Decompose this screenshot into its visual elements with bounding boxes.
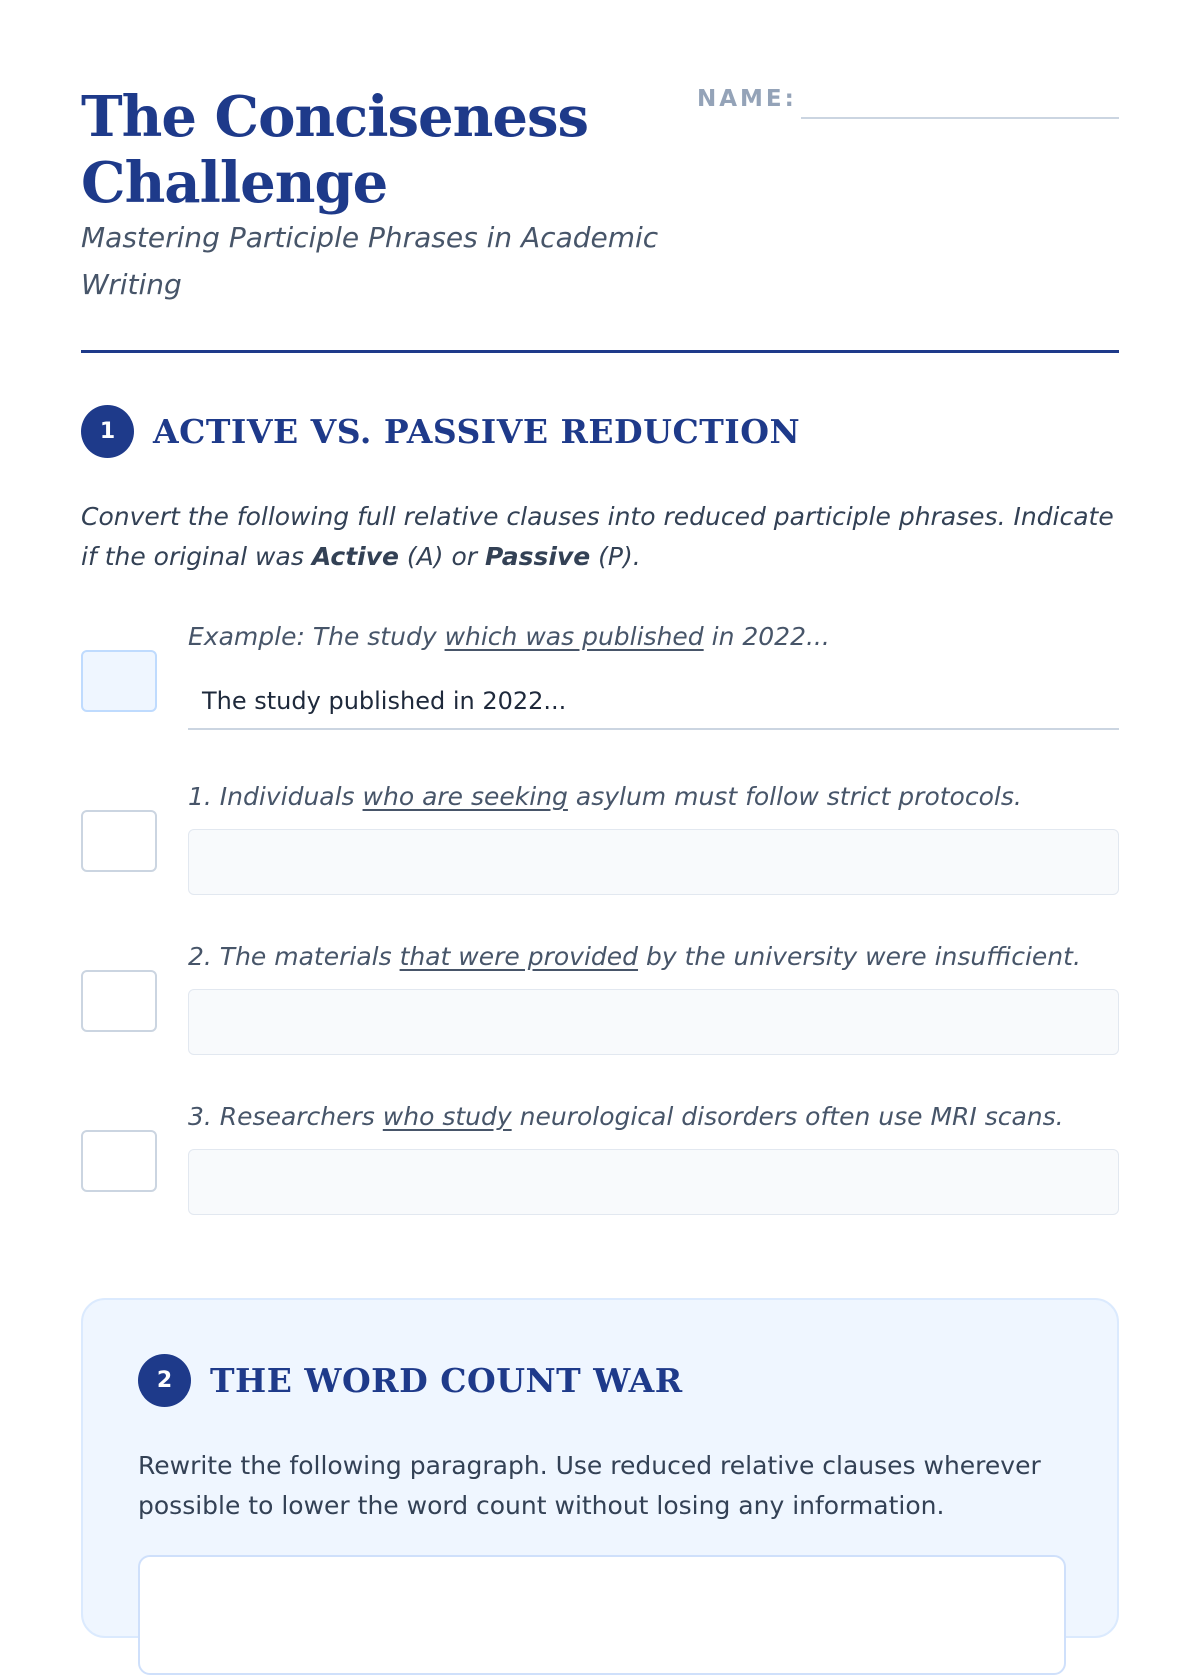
exercise-item-1 [81, 782, 1119, 912]
section-1-number-badge: 1 [81, 405, 134, 458]
instructions-passive-word: Passive [485, 542, 591, 571]
item-3-ap-box[interactable] [81, 1130, 157, 1192]
example-prompt [188, 622, 830, 652]
item-1-prompt-post: asylum must follow strict protocols. [567, 782, 1022, 811]
example-prompt-post: in 2022... [703, 622, 830, 651]
section-1-heading [81, 405, 800, 458]
page-title-line2: Challenge [81, 150, 388, 216]
example-ap-box [81, 650, 157, 712]
example-prompt-clause: which was published [444, 622, 704, 651]
page-subtitle: Mastering Participle Phrases in Academic Writing [81, 221, 659, 301]
item-2-prompt [188, 942, 1081, 972]
section-2-card [81, 1298, 1119, 1638]
page-title-line1: The Conciseness [81, 84, 589, 150]
item-3-prompt-post: neurological disorders often use MRI scans. [511, 1102, 1064, 1131]
item-2-answer-input[interactable] [188, 989, 1119, 1055]
item-2-ap-box[interactable] [81, 970, 157, 1032]
instructions-part-c: (P). [590, 542, 641, 571]
item-2-prompt-pre: 2. The materials [188, 942, 400, 971]
section-2-instructions: Rewrite the following paragraph. Use reduced relative clauses wherever possible to lower the word count without losing any information. [138, 1451, 1041, 1520]
example-item [81, 622, 1119, 752]
instructions-part-b: (A) or [398, 542, 486, 571]
section-1-title: ACTIVE VS. PASSIVE REDUCTION [153, 412, 801, 451]
instructions-active-word: Active [311, 542, 399, 571]
item-2-prompt-clause: that were provided [399, 942, 639, 971]
rewrite-textarea[interactable] [138, 1555, 1066, 1675]
item-1-prompt-pre: 1. Individuals [188, 782, 363, 811]
page-title [81, 84, 588, 216]
name-field-line[interactable] [801, 117, 1119, 119]
item-3-prompt-clause: who study [382, 1102, 512, 1131]
example-answer: The study published in 2022... [188, 672, 1119, 730]
worksheet-page [81, 0, 1119, 1520]
item-1-answer-input[interactable] [188, 829, 1119, 895]
section-2-title: THE WORD COUNT WAR [210, 1361, 683, 1400]
worksheet-header [81, 0, 1119, 353]
item-3-prompt-pre: 3. Researchers [188, 1102, 383, 1131]
item-1-ap-box[interactable] [81, 810, 157, 872]
section-2-heading [138, 1354, 683, 1407]
example-prompt-pre: Example: The study [188, 622, 445, 651]
item-3-prompt [188, 1102, 1064, 1132]
exercise-item-3 [81, 1102, 1119, 1232]
item-2-prompt-post: by the university were insufficient. [638, 942, 1081, 971]
item-3-answer-input[interactable] [188, 1149, 1119, 1215]
name-label: NAME: [697, 86, 797, 112]
instructions-part-a: Convert the following full relative clauses into reduced participle phrases. Indicate if the original was [81, 502, 1114, 571]
section-2-number-badge: 2 [138, 1354, 191, 1407]
section-1-instructions [81, 497, 1119, 577]
item-1-prompt [188, 782, 1022, 812]
exercise-item-2 [81, 942, 1119, 1072]
item-1-prompt-clause: who are seeking [362, 782, 568, 811]
